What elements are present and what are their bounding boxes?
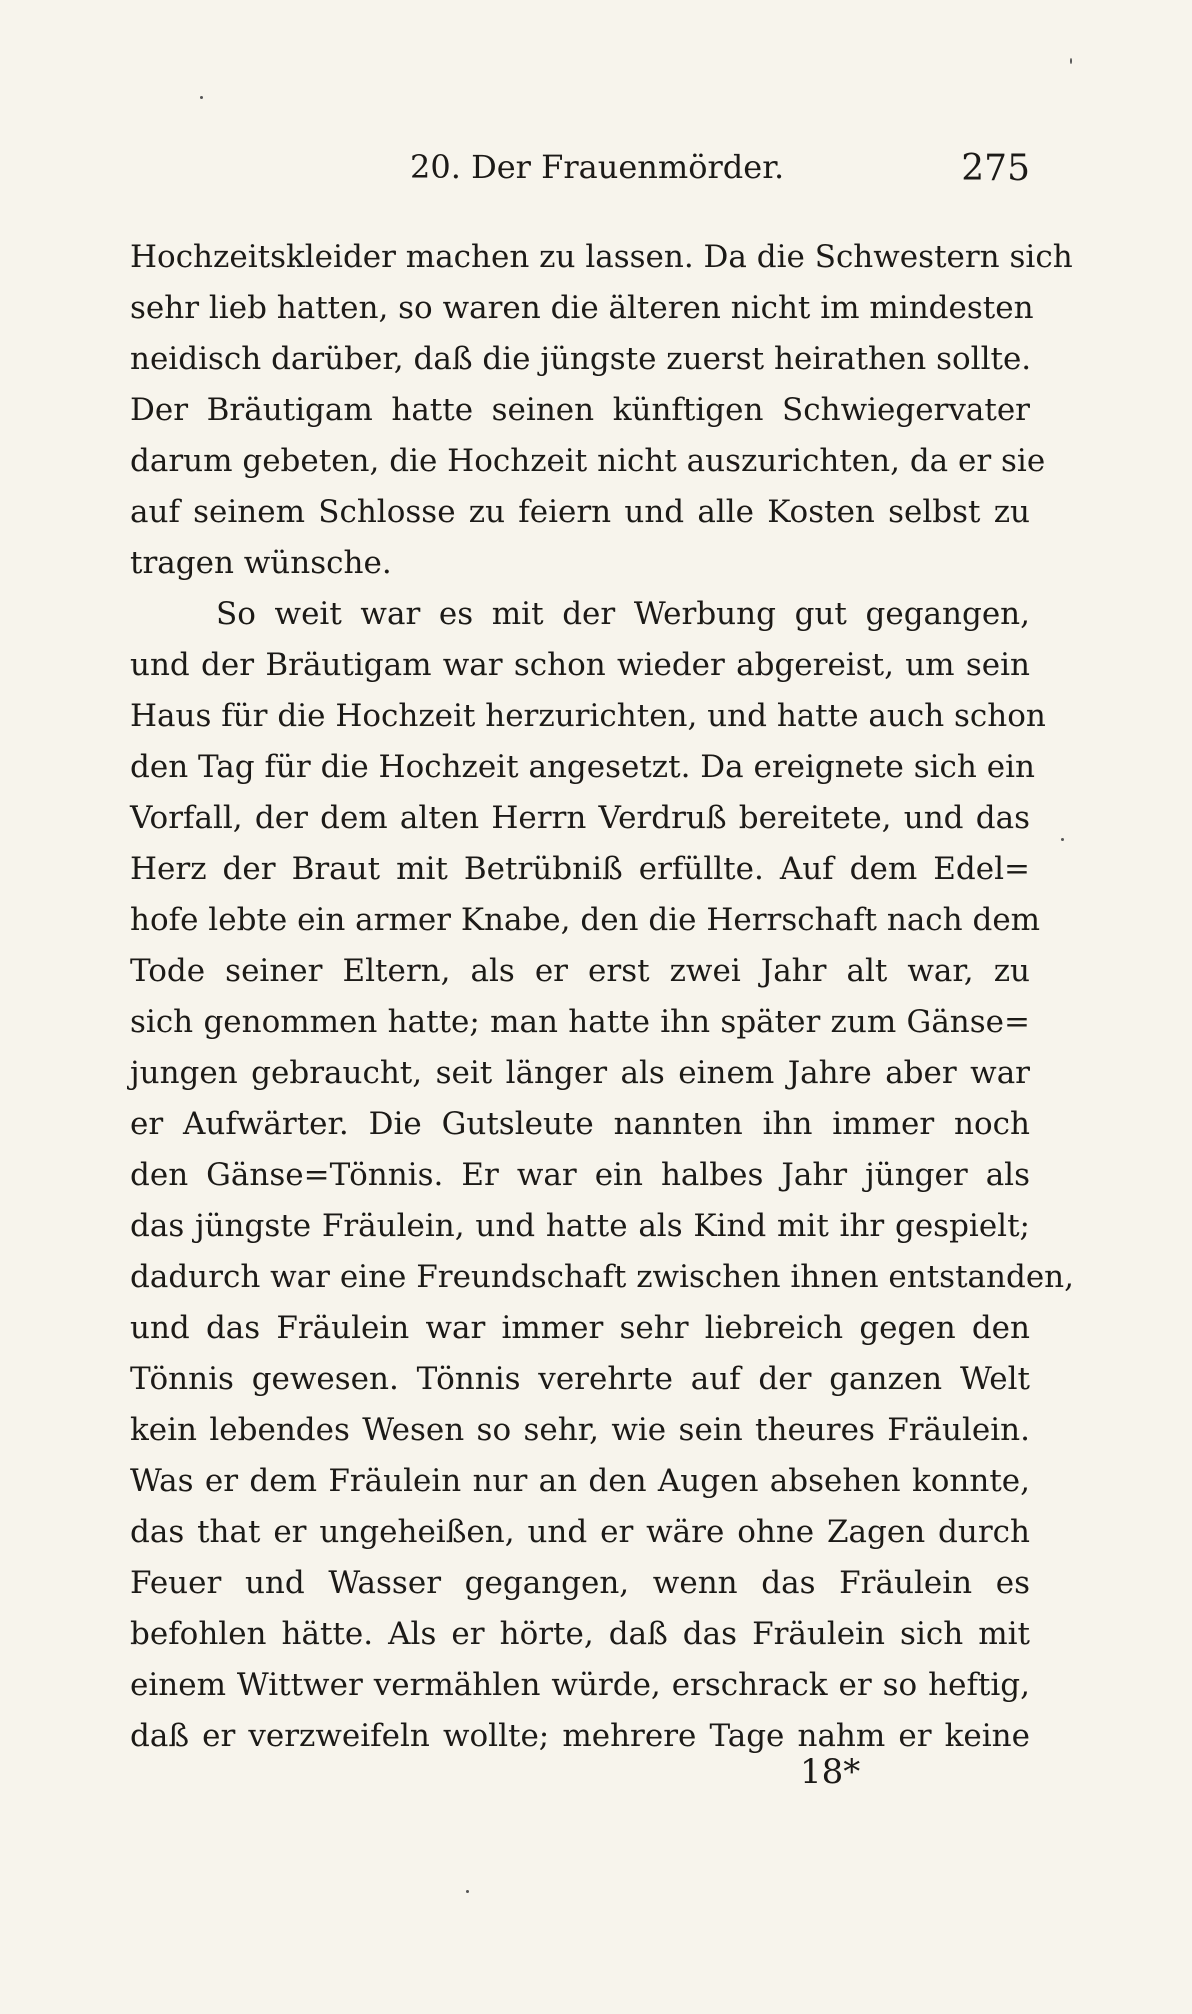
text-line: neidisch darüber, daß die jüngste zuerst heirathen sollte. xyxy=(130,341,1032,377)
text-line: Hochzeitskleider machen zu lassen. Da die Schwestern sich xyxy=(130,239,1073,275)
text-line: er Aufwärter. Die Gutsleute nannten ihn immer noch xyxy=(130,1106,1030,1142)
dust-speck xyxy=(1061,838,1064,841)
dust-speck xyxy=(200,96,203,99)
dust-speck xyxy=(466,1890,469,1893)
text-line: hofe lebte ein armer Knabe, den die Herrschaft nach dem xyxy=(130,902,1041,938)
text-line: jungen gebraucht, seit länger als einem Jahre aber war xyxy=(130,1055,1030,1091)
text-line: und das Fräulein war immer sehr liebreich gegen den xyxy=(130,1310,1030,1346)
text-line xyxy=(130,1864,1030,1915)
text-line: Vorfall, der dem alten Herrn Verdruß bereitete, und das xyxy=(130,800,1030,836)
text-line: Herz der Braut mit Betrübniß erfüllte. Auf dem Edel= xyxy=(130,851,1030,887)
text-line: Haus für die Hochzeit herzurichten, und hatte auch schon xyxy=(130,698,1046,734)
paragraph xyxy=(130,232,1073,589)
text-line: dadurch war eine Freundschaft zwischen ihnen entstanden, xyxy=(130,1259,1074,1295)
paragraph xyxy=(130,589,1074,1915)
text-line: Tönnis gewesen. Tönnis verehrte auf der ganzen Welt xyxy=(130,1361,1030,1397)
text-line: das jüngste Fräulein, und hatte als Kind mit ihr gespielt; xyxy=(130,1208,1030,1244)
signature-mark: 18* xyxy=(800,1752,861,1792)
text-line: Tode seiner Eltern, als er erst zwei Jahr alt war, zu xyxy=(130,953,1030,989)
text-line xyxy=(130,1813,1030,1864)
text-line: Was er dem Fräulein nur an den Augen absehen konnte, xyxy=(130,1463,1030,1499)
running-head xyxy=(130,148,1030,198)
chapter-title: 20. Der Frauenmörder. xyxy=(410,148,785,186)
text-line: So weit war es mit der Werbung gut gegangen, xyxy=(216,596,1030,632)
text-line xyxy=(130,1762,1030,1813)
text-line: kein lebendes Wesen so sehr, wie sein theures Fräulein. xyxy=(130,1412,1030,1448)
page-number: 275 xyxy=(961,148,1030,189)
text-line: darum gebeten, die Hochzeit nicht auszurichten, da er sie xyxy=(130,443,1046,479)
text-line: auf seinem Schlosse zu feiern und alle Kosten selbst zu xyxy=(130,494,1030,530)
text-line: Der Bräutigam hatte seinen künftigen Schwiegervater xyxy=(130,392,1030,428)
text-line: daß er verzweifeln wollte; mehrere Tage nahm er keine xyxy=(130,1718,1030,1754)
text-line: sehr lieb hatten, so waren die älteren nicht im mindesten xyxy=(130,290,1034,326)
text-line: und der Bräutigam war schon wieder abgereist, um sein xyxy=(130,647,1030,683)
text-line: tragen wünsche. xyxy=(130,545,392,581)
text-line: das that er ungeheißen, und er wäre ohne Zagen durch xyxy=(130,1514,1030,1550)
text-line: sich genommen hatte; man hatte ihn später zum Gänse= xyxy=(130,1004,1030,1040)
body-text xyxy=(130,232,1074,1915)
text-line: den Tag für die Hochzeit angesetzt. Da ereignete sich ein xyxy=(130,749,1035,785)
text-line: Feuer und Wasser gegangen, wenn das Fräulein es xyxy=(130,1565,1030,1601)
text-line: einem Wittwer vermählen würde, erschrack er so heftig, xyxy=(130,1667,1030,1703)
text-line: den Gänse=Tönnis. Er war ein halbes Jahr jünger als xyxy=(130,1157,1030,1193)
text-line: befohlen hätte. Als er hörte, daß das Fräulein sich mit xyxy=(130,1616,1030,1652)
dust-speck xyxy=(1070,58,1072,64)
